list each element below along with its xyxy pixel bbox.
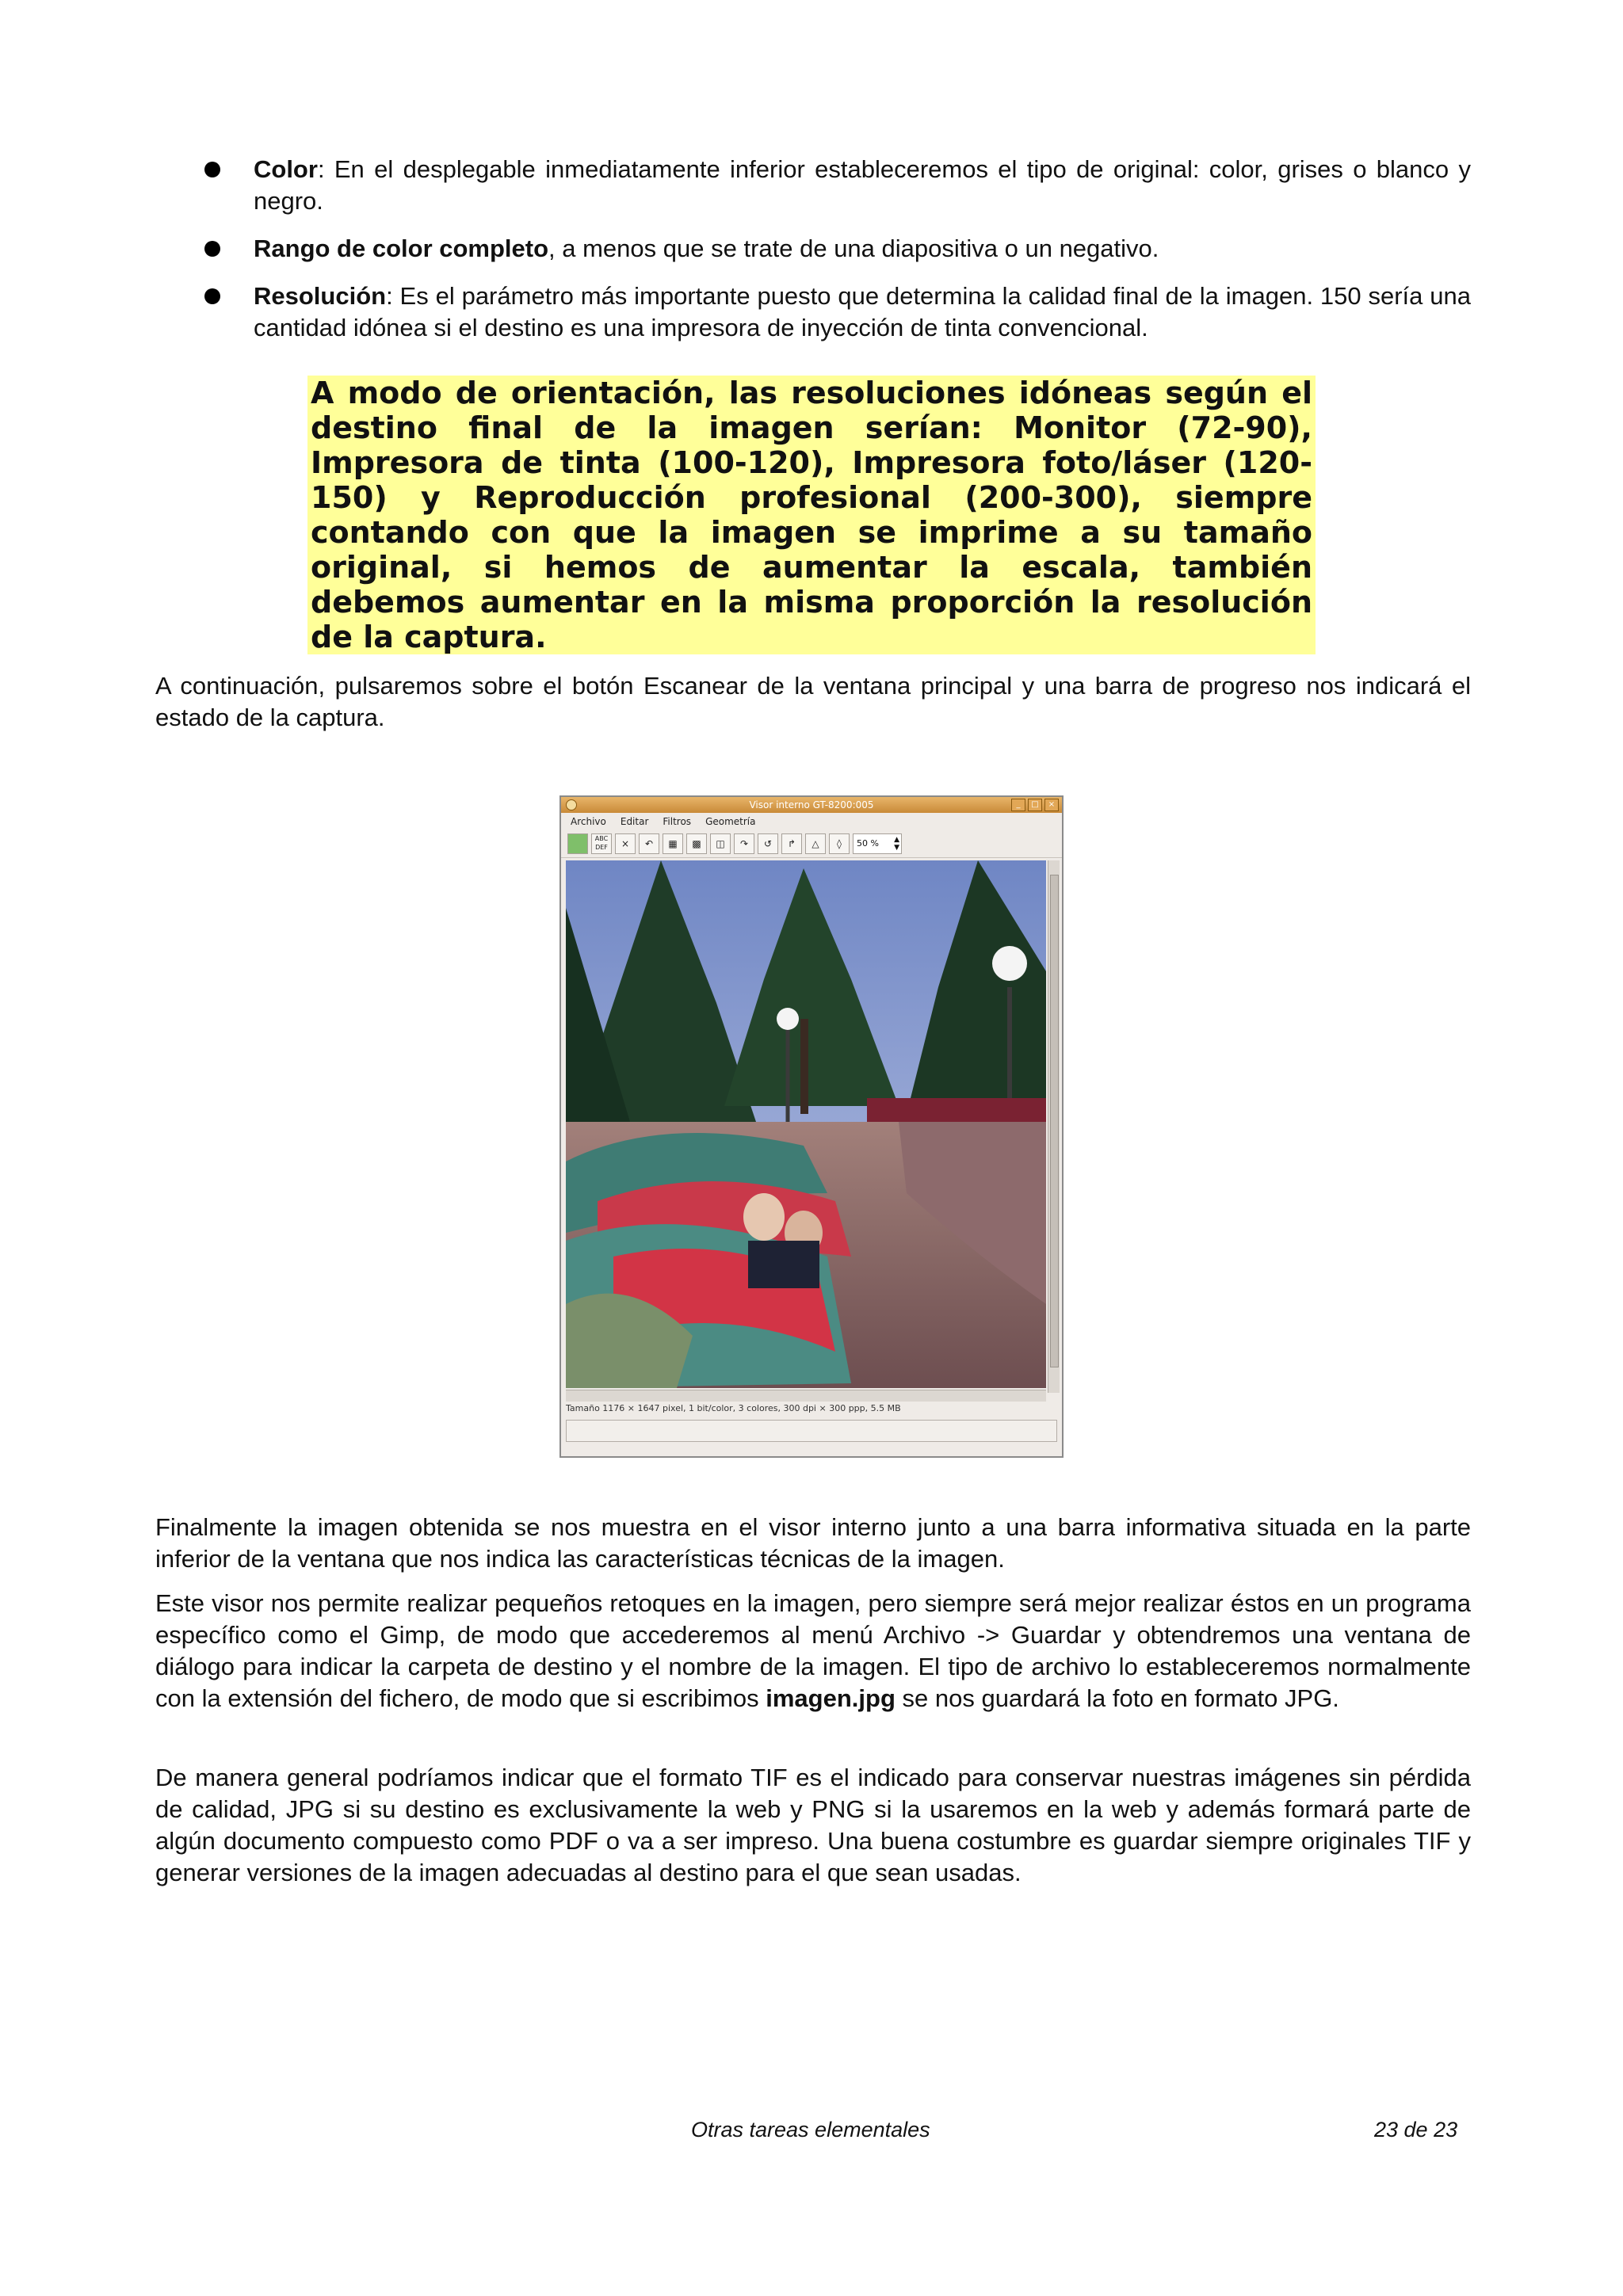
flip-icon: ◊ xyxy=(829,833,850,854)
spin-arrows-icon: ▲ ▼ xyxy=(894,836,899,852)
rotate-left-icon: ↺ xyxy=(758,833,778,854)
bullet-dot-icon xyxy=(204,288,220,304)
crop-icon: ◫ xyxy=(710,833,731,854)
menu-filtros: Filtros xyxy=(663,816,692,827)
horizontal-scrollbar xyxy=(566,1390,1046,1402)
image-info-status: Tamaño 1176 × 1647 pixel, 1 bit/color, 3 colores, 300 dpi × 300 ppp, 5.5 MB xyxy=(566,1403,901,1413)
paragraph-formats: De manera general podríamos indicar que el formato TIF es el indicado para conservar nuestras imágenes sin pérdida de calidad, JPG si su destino es exclusivamente la web y PNG si la usaremos en la web y además formará parte de algún documento compuesto como PDF o va a ser impreso. Una buena costumbre es guardar siempre originales TIF y generar versiones de la imagen adecuadas al destino para el que sean usadas. xyxy=(155,1764,1471,1886)
viewer-title: Visor interno GT-8200:005 xyxy=(749,799,874,810)
amusement-ride-photo xyxy=(566,860,1046,1388)
viewer-window-screenshot xyxy=(559,795,1064,1458)
viewer-menubar xyxy=(561,813,1062,830)
maximize-icon: □ xyxy=(1028,799,1042,811)
ocr-icon: ABC DEF xyxy=(591,833,612,854)
paragraph-viewer: Finalmente la imagen obtenida se nos muestra en el visor interno junto a una barra informativa situada en la parte inferior de la ventana que nos indica las características técnicas de la imagen. xyxy=(155,1513,1471,1573)
grid-fine-icon: ▩ xyxy=(686,833,707,854)
mirror-icon: △ xyxy=(805,833,826,854)
progress-area xyxy=(566,1420,1057,1442)
paragraph-scan: A continuación, pulsaremos sobre el botón Escanear de la ventana principal y una barra de progreso nos indicará el estado de la captura. xyxy=(155,672,1471,731)
highlighted-note: A modo de orientación, las resoluciones idóneas según el destino final de la imagen serían: Monitor (72-90), Impresora de tinta (100-120), Impresora foto/láser (120-150) y Reproducción profesional (200-300), siempre contando con que la imagen se imprime a su tamaño original, si hemos de aumentar la escala, también debemos aumentar en la misma proporción la resolución de la captura. xyxy=(307,376,1316,654)
minimize-icon: _ xyxy=(1011,799,1025,811)
app-icon xyxy=(566,799,577,810)
bullet-dot-icon xyxy=(204,162,220,177)
undo-icon: ↶ xyxy=(639,833,659,854)
close-icon: × xyxy=(1044,799,1059,811)
scanned-photo xyxy=(566,860,1046,1388)
viewer-toolbar xyxy=(561,830,1062,858)
rotate-180-icon: ↱ xyxy=(781,833,802,854)
vertical-scrollbar xyxy=(1048,860,1060,1393)
save-icon xyxy=(567,833,588,854)
menu-archivo: Archivo xyxy=(571,816,606,827)
footer-title: Otras tareas elementales xyxy=(691,2118,930,2142)
bullet-color: Color: En el desplegable inmediatamente inferior estableceremos el tipo de original: color, grises o blanco y negro. xyxy=(200,154,1471,217)
menu-geometria: Geometría xyxy=(705,816,756,827)
window-controls xyxy=(1011,799,1059,811)
settings-bullet-list xyxy=(200,154,1471,360)
scroll-thumb xyxy=(1050,875,1059,1367)
grid-icon: ▦ xyxy=(663,833,683,854)
bullet-resolution: Resolución: Es el parámetro más importante puesto que determina la calidad final de la imagen. 150 sería una cantidad idónea si el destino es una impresora de inyección de tinta convencional. xyxy=(200,280,1471,344)
bullet-dot-icon xyxy=(204,241,220,257)
rotate-right-icon: ↷ xyxy=(734,833,754,854)
paragraph-save: Este visor nos permite realizar pequeños retoques en la imagen, pero siempre será mejor realizar éstos en un programa específico como el Gimp, de modo que accederemos al menú Archivo -> Guardar y obtendremos una ventana de diálogo para indicar la carpeta de destino y el nombre de la imagen. El tipo de archivo lo estableceremos normalmente con la extensión del fichero, de modo que si escribimos imagen.jpg se nos guardará la foto en formato JPG. xyxy=(155,1589,1471,1712)
menu-editar: Editar xyxy=(620,816,649,827)
bullet-color-range: Rango de color completo, a menos que se trate de una diapositiva o un negativo. xyxy=(200,233,1471,265)
clear-icon: × xyxy=(615,833,636,854)
zoom-select: 50 % ▲ ▼ xyxy=(853,833,902,854)
viewer-titlebar xyxy=(561,797,1062,813)
footer-page-number: 23 de 23 xyxy=(1374,2118,1458,2142)
